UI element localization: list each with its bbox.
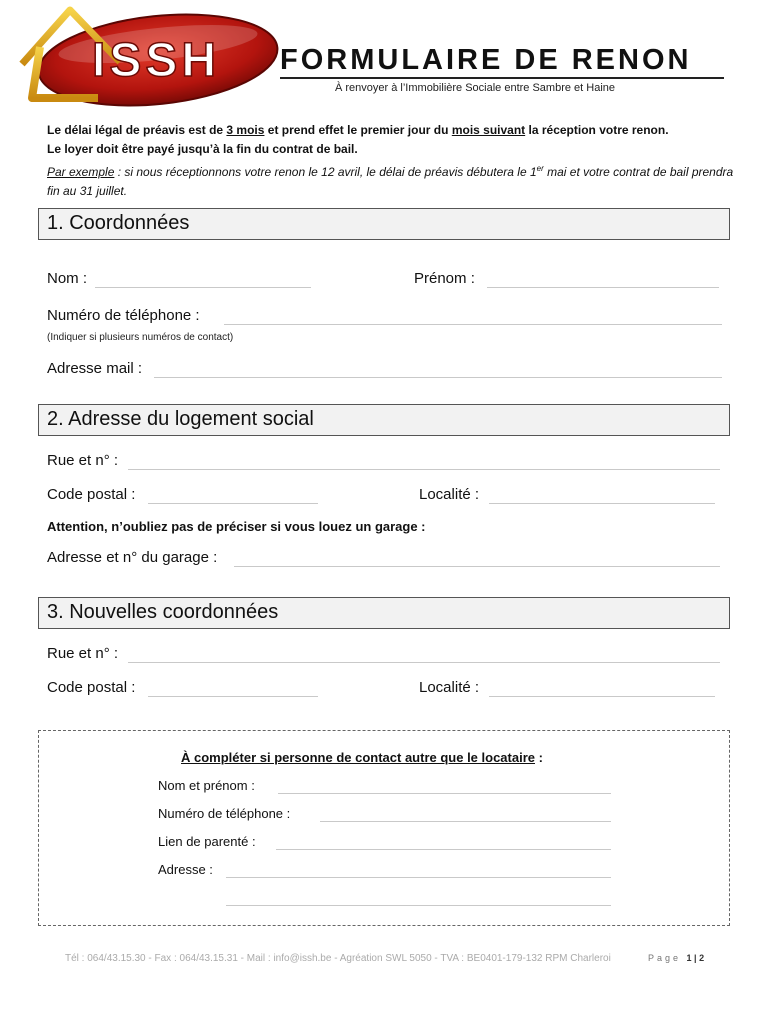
new-code-postal-field[interactable]: [148, 696, 318, 697]
contact-title: À compléter si personne de contact autre que le locataire :: [181, 750, 543, 765]
telephone-field[interactable]: [224, 324, 722, 325]
code-postal-label: Code postal :: [47, 486, 136, 503]
page-subtitle: À renvoyer à l’Immobilière Sociale entre Sambre et Haine: [335, 82, 616, 94]
contact-telephone-field[interactable]: [320, 821, 611, 822]
issh-logo: [8, 2, 290, 122]
contact-nom-label: Nom et prénom :: [158, 778, 255, 793]
section-title: 3. Nouvelles coordonnées: [47, 601, 279, 623]
nom-field[interactable]: [95, 287, 311, 288]
new-code-postal-label: Code postal :: [47, 679, 136, 696]
new-rue-field[interactable]: [128, 662, 720, 663]
section-title: 2. Adresse du logement social: [47, 408, 314, 430]
nom-label: Nom :: [47, 270, 88, 287]
new-rue-label: Rue et n° :: [47, 645, 119, 662]
contact-adresse-field[interactable]: [226, 877, 611, 878]
section-nouvelles-coordonnees: [38, 597, 730, 629]
email-label: Adresse mail :: [47, 360, 143, 377]
telephone-hint: (Indiquer si plusieurs numéros de contact): [47, 332, 234, 343]
footer-text: Tél : 064/43.15.30 - Fax : 064/43.15.31 - Mail : info@issh.be - Agréation SWL 5050 - TVA : BE0401-179-132 RPM Charleroi: [65, 953, 611, 964]
contact-lien-label: Lien de parenté :: [158, 834, 256, 849]
garage-label: Adresse et n° du garage :: [47, 549, 218, 566]
contact-telephone-label: Numéro de téléphone :: [158, 806, 291, 821]
garage-field[interactable]: [234, 566, 720, 567]
rue-label: Rue et n° :: [47, 452, 119, 469]
code-postal-field[interactable]: [148, 503, 318, 504]
email-field[interactable]: [154, 377, 722, 378]
contact-lien-field[interactable]: [276, 849, 611, 850]
page-number: Page 1 | 2: [648, 953, 705, 963]
section-coordonnees: [38, 208, 730, 240]
new-localite-field[interactable]: [489, 696, 715, 697]
page-title: FORMULAIRE DE RENON: [280, 44, 692, 76]
telephone-label: Numéro de téléphone :: [47, 307, 200, 324]
new-localite-label: Localité :: [419, 679, 480, 696]
title-underline: [280, 77, 724, 79]
section-adresse-logement: [38, 404, 730, 436]
garage-note: Attention, n’oubliez pas de préciser si vous louez un garage :: [47, 519, 426, 534]
contact-nom-field[interactable]: [278, 793, 611, 794]
section-title: 1. Coordonnées: [47, 212, 190, 234]
contact-adresse-label: Adresse :: [158, 862, 213, 877]
intro-text: Le délai légal de préavis est de 3 mois et prend effet le premier jour du mois suivant la réception votre renon. Le loyer doit être payé jusqu’à la fin du contrat de bail. Par exemple : si nous réceptionnons votre renon le 12 avril, le délai de préavis débutera le 1er mai et votre contrat de bail prendra fin au 31 juillet.: [47, 123, 734, 198]
logo-text: ISSH: [91, 34, 221, 87]
prenom-field[interactable]: [487, 287, 719, 288]
prenom-label: Prénom :: [414, 270, 475, 287]
contact-adresse-field-2[interactable]: [226, 905, 611, 906]
localite-label: Localité :: [419, 486, 480, 503]
localite-field[interactable]: [489, 503, 715, 504]
rue-field[interactable]: [128, 469, 720, 470]
